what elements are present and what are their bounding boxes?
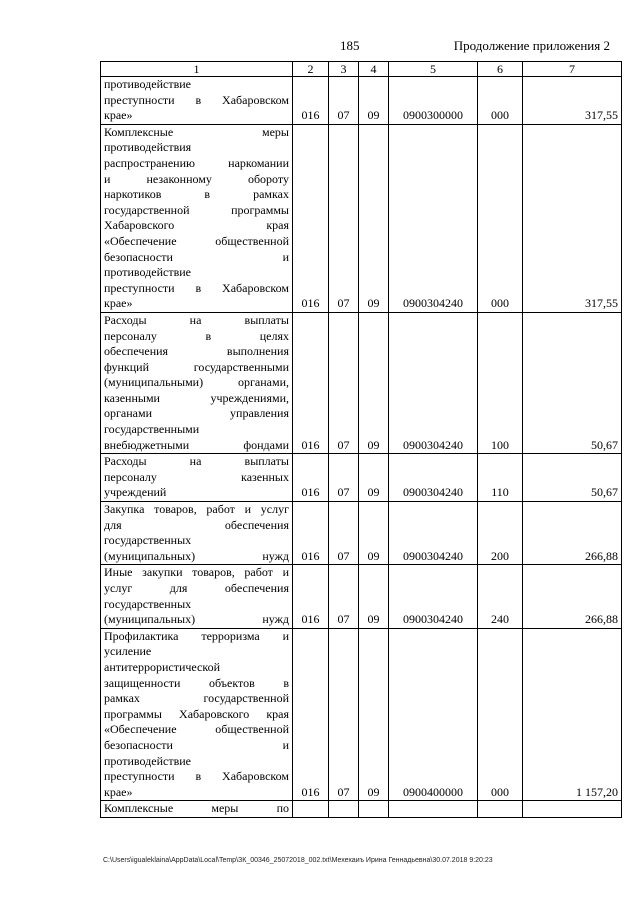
description-line: учреждений <box>104 485 167 500</box>
subsection-code: 09 <box>359 454 389 502</box>
table-row <box>101 628 622 801</box>
table-row <box>101 801 622 818</box>
description-line: противодействия <box>104 140 192 155</box>
description-line: антитеррористической <box>104 659 221 674</box>
subsection-code: 09 <box>359 124 389 312</box>
target-article-code: 0900304240 <box>389 502 478 565</box>
section-code: 07 <box>329 565 359 628</box>
expense-type-code <box>478 801 523 818</box>
description-line: казенными учреждениями, <box>104 390 289 405</box>
description-line: «Обеспечение общественной <box>104 722 289 737</box>
section-code: 07 <box>329 454 359 502</box>
description-line: Комплексные меры по <box>104 801 289 816</box>
table-body <box>101 77 622 818</box>
description-line: рамках государственной <box>104 691 289 706</box>
description-line: государственными <box>104 422 200 437</box>
table-row <box>101 565 622 628</box>
description-line: крае» <box>104 296 133 311</box>
description-line: Расходы на выплаты <box>104 312 289 327</box>
table-row <box>101 312 622 453</box>
description-line: «Обеспечение общественной <box>104 233 289 248</box>
subsection-code: 09 <box>359 312 389 453</box>
description-line: Закупка товаров, работ и услуг <box>104 502 289 517</box>
description-line: для обеспечения <box>104 517 289 532</box>
description-line: (муниципальными) органами, <box>104 375 289 390</box>
row-description <box>101 312 293 453</box>
description-line: услуг для обеспечения <box>104 581 289 595</box>
column-header: 4 <box>359 62 389 77</box>
row-description <box>101 77 293 125</box>
section-code: 07 <box>329 124 359 312</box>
section-code: 07 <box>329 502 359 565</box>
description-line: персоналу казенных <box>104 469 289 484</box>
amount: 266,88 <box>523 502 622 565</box>
target-article-code: 0900300000 <box>389 77 478 125</box>
target-article-code: 0900304240 <box>389 454 478 502</box>
column-header: 2 <box>293 62 329 77</box>
description-line: преступности в Хабаровском <box>104 280 289 295</box>
grbs-code: 016 <box>293 312 329 453</box>
table-row <box>101 77 622 125</box>
description-line: обеспечения выполнения <box>104 344 289 359</box>
expense-type-code: 000 <box>478 628 523 801</box>
description-line: крае» <box>104 784 133 799</box>
section-code <box>329 801 359 818</box>
description-line: крае» <box>104 108 133 123</box>
description-line: органами управления <box>104 406 289 421</box>
expense-type-code: 240 <box>478 565 523 628</box>
description-line: Профилактика терроризма и <box>104 628 289 643</box>
column-header: 3 <box>329 62 359 77</box>
description-line: усиление <box>104 644 152 659</box>
description-line: противодействие <box>104 77 192 91</box>
target-article-code: 0900304240 <box>389 565 478 628</box>
subsection-code: 09 <box>359 565 389 628</box>
subsection-code: 09 <box>359 77 389 125</box>
expense-type-code: 000 <box>478 124 523 312</box>
description-line: распространению наркомании <box>104 155 289 170</box>
footer-file-path: C:\Users\igualeklaina\AppData\Local\Temp\ЗК_00346_25072018_002.txt\Мехехаиъ Ирина Геннадьевна\30.07.2018 9:20:23 <box>103 857 493 864</box>
description-line: преступности в Хабаровском <box>104 769 289 784</box>
expense-type-code: 110 <box>478 454 523 502</box>
section-code: 07 <box>329 628 359 801</box>
amount: 266,88 <box>523 565 622 628</box>
description-line: персоналу в целях <box>104 328 289 343</box>
table-row <box>101 454 622 502</box>
description-line: преступности в Хабаровском <box>104 92 289 107</box>
description-line: Комплексные меры <box>104 124 289 139</box>
column-header: 6 <box>478 62 523 77</box>
description-line: государственной программы <box>104 202 289 217</box>
target-article-code: 0900304240 <box>389 124 478 312</box>
expense-type-code: 200 <box>478 502 523 565</box>
description-line: государственных <box>104 596 192 611</box>
subsection-code: 09 <box>359 502 389 565</box>
section-code: 07 <box>329 77 359 125</box>
grbs-code: 016 <box>293 454 329 502</box>
row-description <box>101 565 293 628</box>
description-line: безопасности и <box>104 249 289 264</box>
amount: 1 157,20 <box>523 628 622 801</box>
row-description <box>101 502 293 565</box>
table-row <box>101 502 622 565</box>
description-line: защищенности объектов в <box>104 675 289 690</box>
page-number: 185 <box>340 38 360 53</box>
amount: 317,55 <box>523 77 622 125</box>
target-article-code: 0900400000 <box>389 628 478 801</box>
subsection-code <box>359 801 389 818</box>
description-line: Хабаровского края <box>104 218 289 233</box>
target-article-code: 0900304240 <box>389 312 478 453</box>
column-header: 1 <box>101 62 293 77</box>
description-line: противодействие <box>104 265 192 280</box>
budget-table <box>100 61 622 818</box>
column-header: 7 <box>523 62 622 77</box>
amount <box>523 801 622 818</box>
description-line: наркотиков в рамках <box>104 187 289 202</box>
description-line: Иные закупки товаров, работ и <box>104 565 289 580</box>
description-line: программы Хабаровского края <box>104 706 289 721</box>
grbs-code: 016 <box>293 124 329 312</box>
amount: 50,67 <box>523 312 622 453</box>
description-line: (муниципальных) нужд <box>104 548 289 563</box>
grbs-code: 016 <box>293 77 329 125</box>
grbs-code <box>293 801 329 818</box>
amount: 50,67 <box>523 454 622 502</box>
expense-type-code: 100 <box>478 312 523 453</box>
description-line: государственных <box>104 533 192 548</box>
description-line: Расходы на выплаты <box>104 454 289 469</box>
grbs-code: 016 <box>293 502 329 565</box>
row-description <box>101 454 293 502</box>
subsection-code: 09 <box>359 628 389 801</box>
row-description <box>101 628 293 801</box>
table-header <box>101 62 622 77</box>
expense-type-code: 000 <box>478 77 523 125</box>
description-line: противодействие <box>104 753 192 768</box>
table-row <box>101 124 622 312</box>
description-line: внебюджетными фондами <box>104 437 289 452</box>
continuation-label: Продолжение приложения 2 <box>453 38 610 53</box>
grbs-code: 016 <box>293 565 329 628</box>
description-line: и незаконному обороту <box>104 171 289 186</box>
amount: 317,55 <box>523 124 622 312</box>
section-code: 07 <box>329 312 359 453</box>
column-header: 5 <box>389 62 478 77</box>
description-line: (муниципальных) нужд <box>104 612 289 627</box>
row-description <box>101 124 293 312</box>
description-line: безопасности и <box>104 737 289 752</box>
description-line: функций государственными <box>104 359 289 374</box>
row-description <box>101 801 293 818</box>
target-article-code <box>389 801 478 818</box>
grbs-code: 016 <box>293 628 329 801</box>
